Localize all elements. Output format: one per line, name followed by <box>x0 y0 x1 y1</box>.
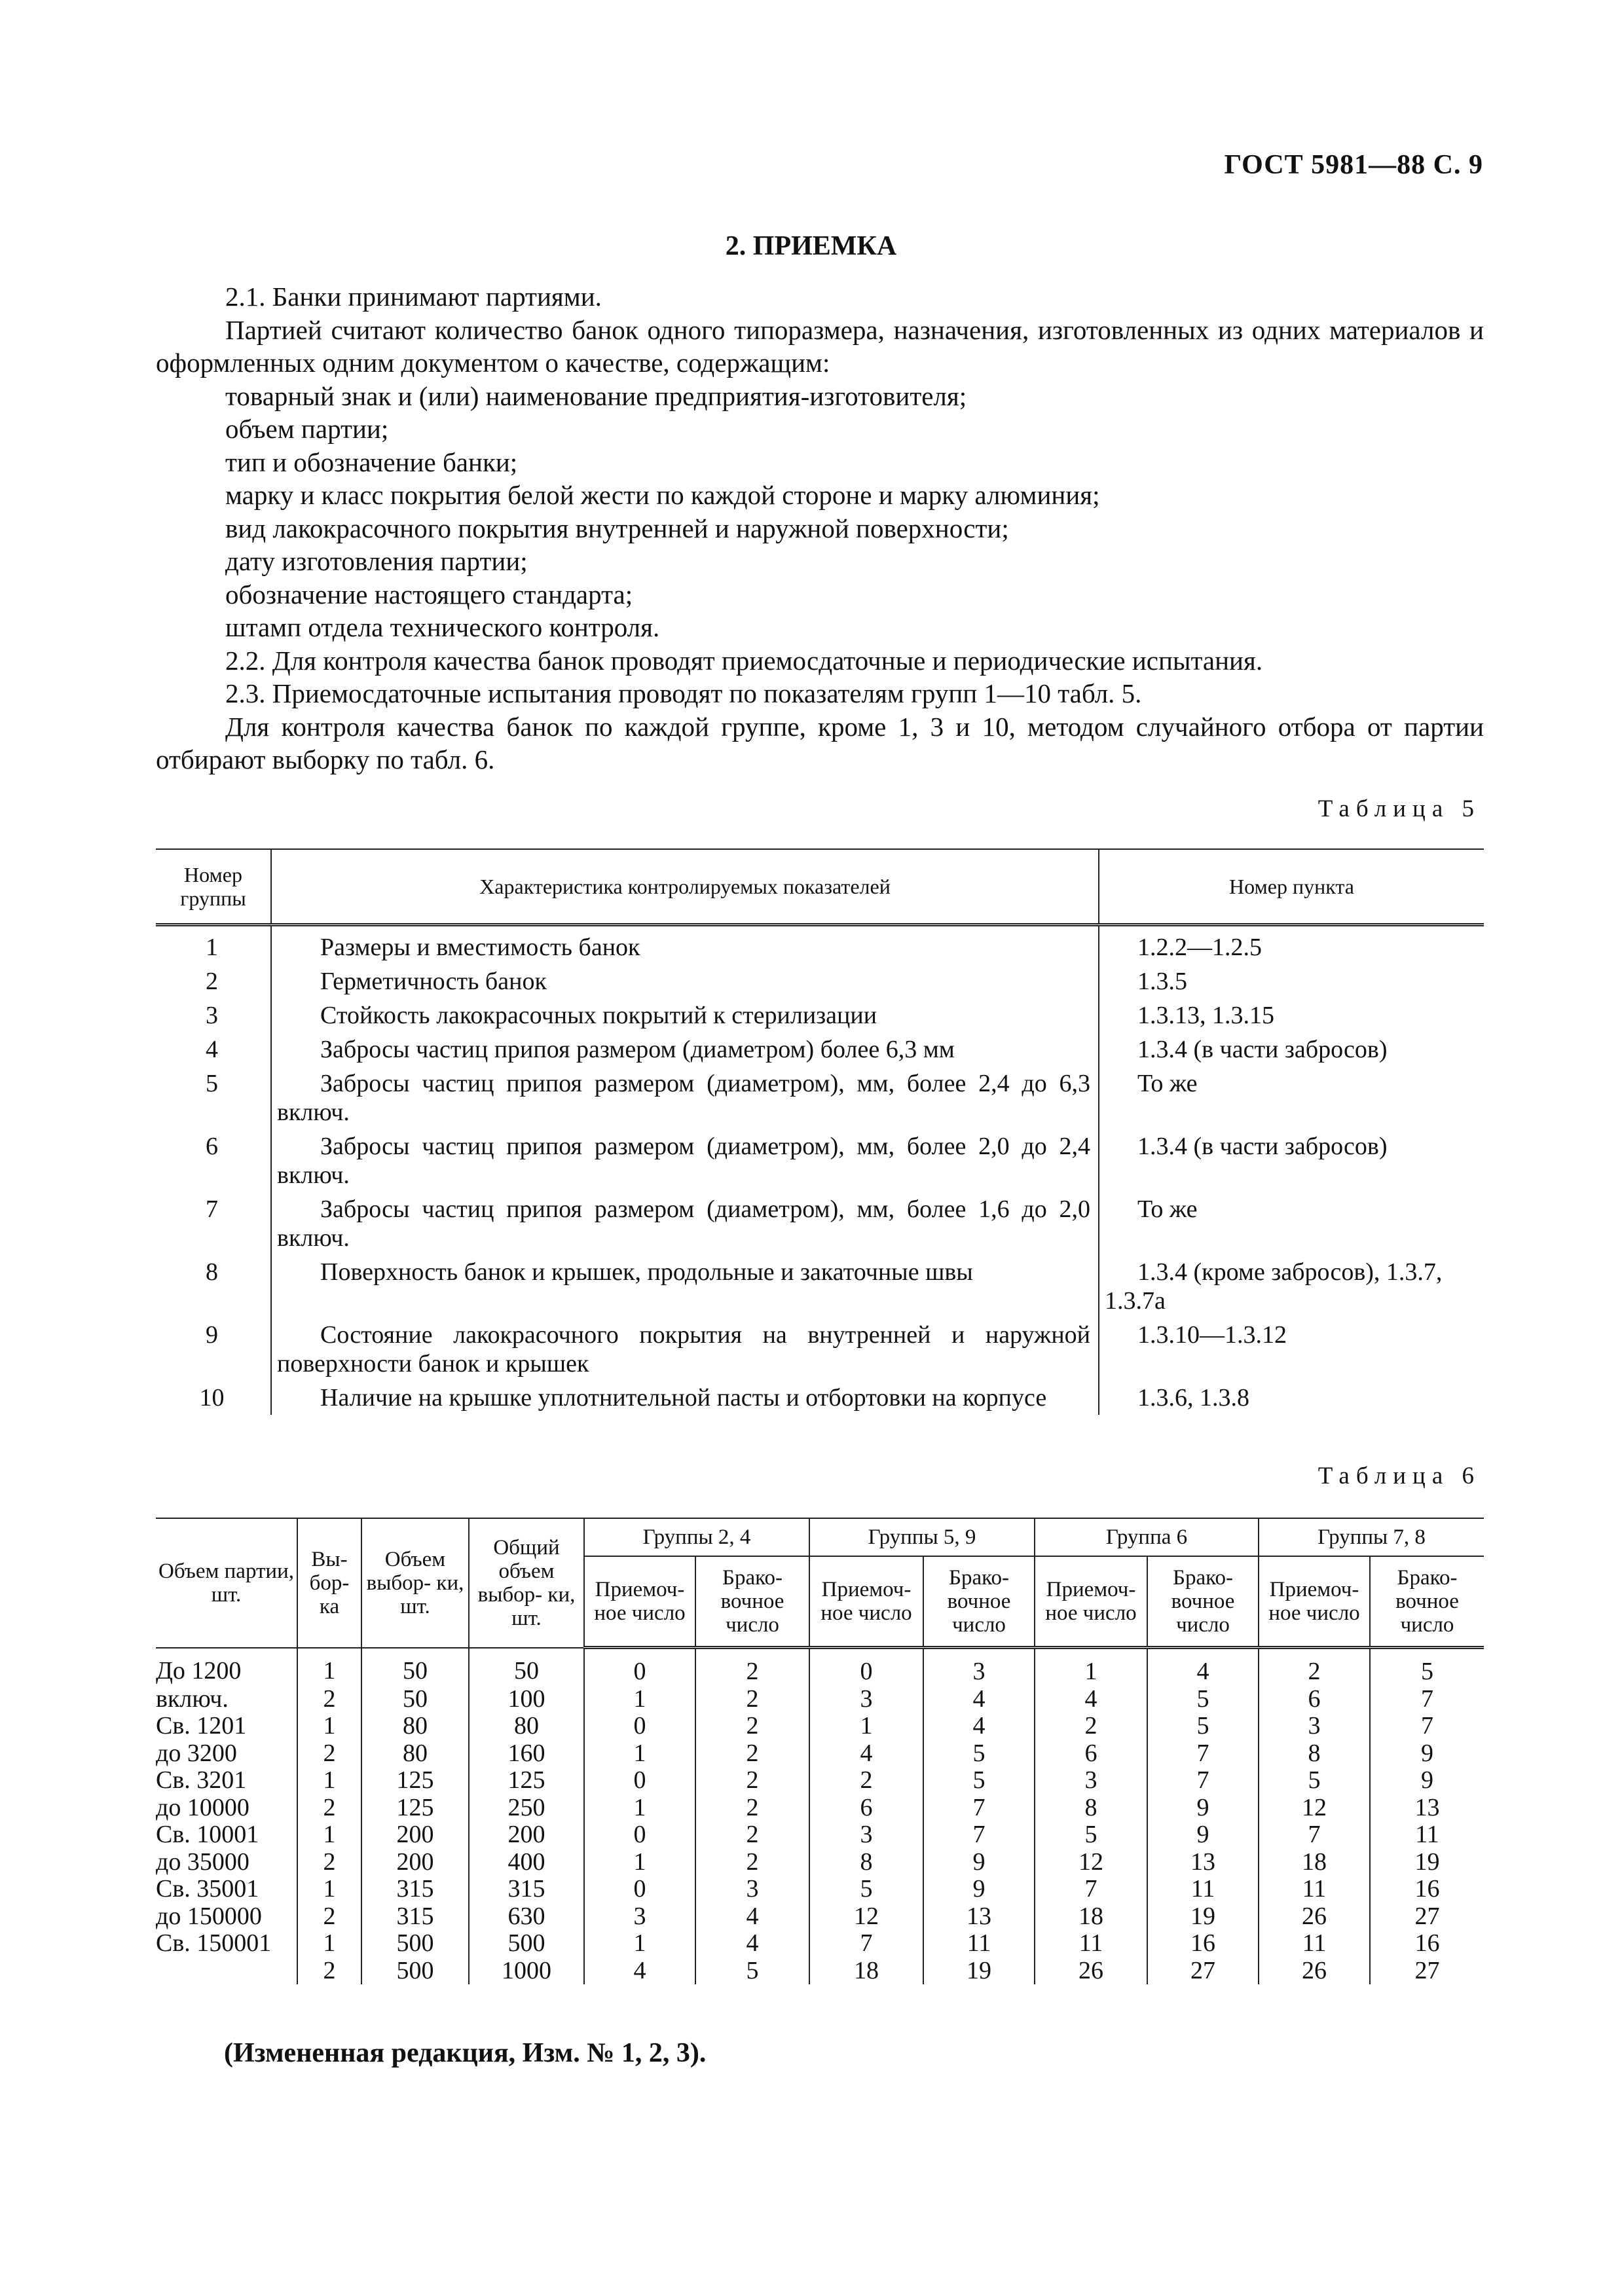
accept-number-cell: 1 <box>584 1795 695 1822</box>
reject-number-cell: 4 <box>695 1930 809 1958</box>
table6-body <box>156 1648 1484 1985</box>
clause-cell <box>1099 1318 1484 1381</box>
clause-cell <box>1099 925 1484 965</box>
lot-size-cell: до 35000 <box>156 1848 249 1876</box>
table6-header-accept: Приемоч- ное число <box>809 1556 923 1648</box>
table-row <box>156 1066 1484 1129</box>
accept-number-cell: 18 <box>809 1958 923 1985</box>
characteristic-text: Поверхность банок и крышек, продольные и закаточные швы <box>320 1258 973 1286</box>
reject-number-cell: 27 <box>1147 1958 1259 1985</box>
sample-size-cell: 50 <box>361 1648 469 1686</box>
table-row <box>156 1713 1484 1740</box>
list-item: объем партии; <box>225 414 389 444</box>
reject-number-cell: 5 <box>923 1740 1035 1768</box>
table-row <box>156 1821 1484 1849</box>
sample-size-cell: 80 <box>361 1740 469 1768</box>
paragraph: 2.1. Банки принимают партиями. <box>225 282 602 312</box>
total-sample-size-cell: 200 <box>469 1821 584 1849</box>
sample-size-cell: 125 <box>361 1767 469 1795</box>
accept-number-cell: 0 <box>584 1713 695 1740</box>
reject-number-cell: 2 <box>695 1713 809 1740</box>
sample-size-cell: 500 <box>361 1930 469 1958</box>
sample-size-cell: 500 <box>361 1958 469 1985</box>
characteristic-cell <box>271 925 1099 965</box>
reject-number-cell: 2 <box>695 1795 809 1822</box>
table-row <box>156 1767 1484 1795</box>
list-item: штамп отдела технического контроля. <box>225 612 660 642</box>
table6-caption: Таблица 6 <box>1318 1463 1481 1489</box>
accept-number-cell: 3 <box>584 1903 695 1931</box>
characteristic-cell <box>271 1192 1099 1255</box>
accept-number-cell: 5 <box>809 1876 923 1903</box>
paragraph: 2.2. Для контроля качества банок проводят приемосдаточные и периодические испытания. <box>225 645 1263 676</box>
sample-number-cell: 2 <box>297 1958 361 1985</box>
accept-number-cell: 3 <box>1259 1713 1370 1740</box>
reject-number-cell: 27 <box>1370 1958 1484 1985</box>
reject-number-cell: 9 <box>1370 1740 1484 1768</box>
accept-number-cell: 2 <box>1259 1648 1370 1686</box>
total-sample-size-cell: 50 <box>469 1648 584 1686</box>
table5-header-group: Номер группы <box>156 849 271 925</box>
total-sample-size-cell: 125 <box>469 1767 584 1795</box>
reject-number-cell: 5 <box>1147 1713 1259 1740</box>
reject-number-cell: 4 <box>923 1713 1035 1740</box>
accept-number-cell: 1 <box>584 1930 695 1958</box>
table6-header-sample-size: Объем выбор- ки, шт. <box>361 1518 469 1648</box>
accept-number-cell: 11 <box>1259 1876 1370 1903</box>
page-header: ГОСТ 5981—88 С. 9 <box>1224 150 1483 180</box>
reject-number-cell: 7 <box>1370 1686 1484 1713</box>
accept-number-cell: 12 <box>1035 1849 1147 1876</box>
lot-size-cell: До 1200 <box>156 1657 242 1685</box>
characteristic-cell <box>271 1066 1099 1129</box>
list-item: марку и класс покрытия белой жести по каждой стороне и марку алюминия; <box>225 480 1100 510</box>
reject-number-cell: 2 <box>695 1767 809 1795</box>
accept-number-cell: 6 <box>1259 1686 1370 1713</box>
total-sample-size-cell: 250 <box>469 1795 584 1822</box>
sample-number-cell: 2 <box>297 1795 361 1822</box>
sample-number-cell: 2 <box>297 1740 361 1768</box>
accept-number-cell: 7 <box>1259 1821 1370 1849</box>
table6-header-lot: Объем партии, шт. <box>156 1518 297 1648</box>
group-number: 2 <box>206 968 218 995</box>
group-number: 7 <box>206 1195 218 1223</box>
reject-number-cell: 7 <box>1147 1740 1259 1768</box>
table-row <box>156 1381 1484 1415</box>
group-number: 6 <box>206 1133 218 1160</box>
table6-header-group: Группы 2, 4 <box>584 1518 809 1556</box>
total-sample-size-cell: 100 <box>469 1686 584 1713</box>
accept-number-cell: 5 <box>1259 1767 1370 1795</box>
accept-number-cell: 1 <box>809 1713 923 1740</box>
reject-number-cell: 5 <box>1147 1686 1259 1713</box>
clause-text: 1.3.10—1.3.12 <box>1137 1321 1287 1349</box>
sample-number-cell: 2 <box>297 1686 361 1713</box>
sample-size-cell: 50 <box>361 1686 469 1713</box>
sample-number-cell: 2 <box>297 1903 361 1931</box>
table6-header-group: Группы 7, 8 <box>1259 1518 1484 1556</box>
accept-number-cell: 0 <box>584 1648 695 1686</box>
body-text <box>156 280 1484 776</box>
table5 <box>156 848 1484 1415</box>
sample-size-cell: 315 <box>361 1903 469 1931</box>
group-number: 5 <box>206 1070 218 1097</box>
table-row <box>156 1740 1484 1768</box>
reject-number-cell: 9 <box>1147 1821 1259 1849</box>
reject-number-cell: 4 <box>695 1903 809 1931</box>
table-row <box>156 1192 1484 1255</box>
accept-number-cell: 7 <box>809 1930 923 1958</box>
lot-size-cell: до 10000 <box>156 1793 249 1821</box>
list-item: товарный знак и (или) наименование предприятия-изготовителя; <box>225 380 967 411</box>
accept-number-cell: 26 <box>1035 1958 1147 1985</box>
characteristic-text: Состояние лакокрасочного покрытия на внутренней и наружной поверхности банок и крышек <box>277 1321 1090 1377</box>
clause-cell <box>1099 1381 1484 1415</box>
reject-number-cell: 7 <box>1370 1713 1484 1740</box>
list-item: обозначение настоящего стандарта; <box>225 579 633 610</box>
clause-text: 1.3.4 (в части забросов) <box>1137 1133 1388 1160</box>
clause-cell <box>1099 964 1484 998</box>
sample-number-cell: 2 <box>297 1849 361 1876</box>
table-row <box>156 1903 1484 1931</box>
characteristic-text: Размеры и вместимость банок <box>320 934 640 961</box>
reject-number-cell: 5 <box>923 1767 1035 1795</box>
group-number: 9 <box>206 1321 218 1349</box>
lot-size-cell: Св. 1201 <box>156 1712 247 1740</box>
accept-number-cell: 3 <box>809 1821 923 1849</box>
accept-number-cell: 5 <box>1035 1821 1147 1849</box>
characteristic-cell <box>271 1129 1099 1192</box>
group-number: 1 <box>206 934 218 961</box>
reject-number-cell: 2 <box>695 1686 809 1713</box>
reject-number-cell: 7 <box>923 1795 1035 1822</box>
reject-number-cell: 9 <box>923 1876 1035 1903</box>
reject-number-cell: 9 <box>1370 1767 1484 1795</box>
table6-header-accept: Приемоч- ное число <box>584 1556 695 1648</box>
table-row <box>156 964 1484 998</box>
reject-number-cell: 13 <box>923 1903 1035 1931</box>
lot-size-cell: Св. 35001 <box>156 1875 259 1903</box>
accept-number-cell: 3 <box>809 1686 923 1713</box>
table5-header-characteristic: Характеристика контролируемых показателей <box>271 849 1099 925</box>
accept-number-cell: 12 <box>1259 1795 1370 1822</box>
group-number: 4 <box>206 1036 218 1063</box>
list-item: тип и обозначение банки; <box>225 446 518 477</box>
table6-header-reject: Брако- вочное число <box>1370 1556 1484 1648</box>
characteristic-text: Забросы частиц припоя размером (диаметром) более 6,3 мм <box>320 1036 955 1063</box>
accept-number-cell: 0 <box>584 1876 695 1903</box>
section-title: 2. ПРИЕМКА <box>725 231 897 261</box>
accept-number-cell: 8 <box>1259 1740 1370 1768</box>
table6-header-group: Группы 5, 9 <box>809 1518 1035 1556</box>
lot-size-cell: до 150000 <box>156 1902 262 1930</box>
reject-number-cell: 11 <box>923 1930 1035 1958</box>
table6-header-sample: Вы- бор- ка <box>297 1518 361 1648</box>
characteristic-text: Стойкость лакокрасочных покрытий к стерилизации <box>320 1002 877 1029</box>
table-row <box>156 1318 1484 1381</box>
table6-header-reject: Брако- вочное число <box>695 1556 809 1648</box>
accept-number-cell: 18 <box>1035 1903 1147 1931</box>
clause-cell <box>1099 998 1484 1032</box>
group-number: 10 <box>199 1384 225 1412</box>
reject-number-cell: 5 <box>1370 1648 1484 1686</box>
reject-number-cell: 13 <box>1147 1849 1259 1876</box>
table6-header-accept: Приемоч- ное число <box>1035 1556 1147 1648</box>
accept-number-cell: 6 <box>809 1795 923 1822</box>
characteristic-cell <box>271 1318 1099 1381</box>
sample-number-cell: 1 <box>297 1821 361 1849</box>
accept-number-cell: 6 <box>1035 1740 1147 1768</box>
accept-number-cell: 1 <box>584 1686 695 1713</box>
accept-number-cell: 0 <box>584 1767 695 1795</box>
paragraph: Для контроля качества банок по каждой группе, кроме 1, 3 и 10, методом случайного отбора от партии отбирают выборку по табл. 6. <box>156 711 1484 774</box>
characteristic-text: Наличие на крышке уплотнительной пасты и отбортовки на корпусе <box>320 1384 1047 1412</box>
table6-header-accept: Приемоч- ное число <box>1259 1556 1370 1648</box>
reject-number-cell: 13 <box>1370 1795 1484 1822</box>
lot-size-cell: включ. <box>156 1685 229 1713</box>
characteristic-cell <box>271 964 1099 998</box>
table-row <box>156 1958 1484 1985</box>
reject-number-cell: 16 <box>1370 1876 1484 1903</box>
table6-header-total: Общий объем выбор- ки, шт. <box>469 1518 584 1648</box>
table5-header-clause: Номер пункта <box>1099 849 1484 925</box>
accept-number-cell: 8 <box>809 1849 923 1876</box>
reject-number-cell: 2 <box>695 1648 809 1686</box>
characteristic-cell <box>271 1032 1099 1066</box>
reject-number-cell: 19 <box>1147 1903 1259 1931</box>
table6 <box>156 1518 1484 1984</box>
characteristic-cell <box>271 1255 1099 1318</box>
accept-number-cell: 1 <box>584 1740 695 1768</box>
group-number: 3 <box>206 1002 218 1029</box>
reject-number-cell: 2 <box>695 1849 809 1876</box>
table-row <box>156 1648 1484 1686</box>
accept-number-cell: 1 <box>1035 1648 1147 1686</box>
reject-number-cell: 27 <box>1370 1903 1484 1931</box>
accept-number-cell: 11 <box>1035 1930 1147 1958</box>
accept-number-cell: 0 <box>809 1648 923 1686</box>
accept-number-cell: 7 <box>1035 1876 1147 1903</box>
clause-text: 1.3.13, 1.3.15 <box>1137 1002 1274 1029</box>
clause-cell <box>1099 1192 1484 1255</box>
characteristic-text: Забросы частиц припоя размером (диаметром), мм, более 1,6 до 2,0 включ. <box>277 1195 1090 1252</box>
reject-number-cell: 3 <box>923 1648 1035 1686</box>
sample-number-cell: 1 <box>297 1648 361 1686</box>
sample-number-cell: 1 <box>297 1767 361 1795</box>
accept-number-cell: 26 <box>1259 1958 1370 1985</box>
list-item: вид лакокрасочного покрытия внутренней и наружной поверхности; <box>225 513 1009 543</box>
accept-number-cell: 11 <box>1259 1930 1370 1958</box>
accept-number-cell: 4 <box>809 1740 923 1768</box>
table-row <box>156 1876 1484 1903</box>
characteristic-text: Забросы частиц припоя размером (диаметром), мм, более 2,0 до 2,4 включ. <box>277 1133 1090 1189</box>
lot-size-cell: Св. 10001 <box>156 1821 259 1848</box>
reject-number-cell: 7 <box>1147 1767 1259 1795</box>
total-sample-size-cell: 500 <box>469 1930 584 1958</box>
sample-size-cell: 125 <box>361 1795 469 1822</box>
table5-body <box>156 925 1484 1415</box>
table-row <box>156 1930 1484 1958</box>
clause-cell <box>1099 1066 1484 1129</box>
clause-text: 1.3.6, 1.3.8 <box>1137 1384 1249 1412</box>
clause-text: 1.3.4 (кроме забросов), 1.3.7, 1.3.7а <box>1105 1258 1443 1315</box>
table6-header-group: Группа 6 <box>1035 1518 1259 1556</box>
lot-size-cell: до 3200 <box>156 1739 237 1767</box>
characteristic-cell <box>271 1381 1099 1415</box>
sample-size-cell: 200 <box>361 1849 469 1876</box>
table-row <box>156 925 1484 965</box>
lot-size-cell <box>156 1958 297 1985</box>
table-row <box>156 1849 1484 1876</box>
clause-cell <box>1099 1255 1484 1318</box>
group-number: 8 <box>206 1258 218 1286</box>
clause-cell <box>1099 1129 1484 1192</box>
clause-text: То же <box>1137 1195 1198 1223</box>
lot-size-cell: Св. 3201 <box>156 1766 247 1794</box>
characteristic-text: Забросы частиц припоя размером (диаметром), мм, более 2,4 до 6,3 включ. <box>277 1070 1090 1126</box>
accept-number-cell: 2 <box>809 1767 923 1795</box>
accept-number-cell: 26 <box>1259 1903 1370 1931</box>
accept-number-cell: 1 <box>584 1849 695 1876</box>
table5-caption: Таблица 5 <box>1318 795 1481 822</box>
table-row <box>156 1686 1484 1713</box>
total-sample-size-cell: 1000 <box>469 1958 584 1985</box>
accept-number-cell: 8 <box>1035 1795 1147 1822</box>
accept-number-cell: 4 <box>584 1958 695 1985</box>
reject-number-cell: 5 <box>695 1958 809 1985</box>
accept-number-cell: 18 <box>1259 1849 1370 1876</box>
reject-number-cell: 11 <box>1370 1821 1484 1849</box>
sample-size-cell: 315 <box>361 1876 469 1903</box>
reject-number-cell: 19 <box>1370 1849 1484 1876</box>
reject-number-cell: 7 <box>923 1821 1035 1849</box>
accept-number-cell: 4 <box>1035 1686 1147 1713</box>
total-sample-size-cell: 315 <box>469 1876 584 1903</box>
sample-size-cell: 80 <box>361 1713 469 1740</box>
accept-number-cell: 3 <box>1035 1767 1147 1795</box>
table6-header-reject: Брако- вочное число <box>923 1556 1035 1648</box>
reject-number-cell: 16 <box>1147 1930 1259 1958</box>
reject-number-cell: 2 <box>695 1740 809 1768</box>
sample-number-cell: 1 <box>297 1713 361 1740</box>
total-sample-size-cell: 400 <box>469 1849 584 1876</box>
clause-text: То же <box>1137 1070 1198 1097</box>
characteristic-cell <box>271 998 1099 1032</box>
clause-cell <box>1099 1032 1484 1066</box>
paragraph: Партией считают количество банок одного типоразмера, назначения, изготовленных из одних материалов и оформленных одним документом о качестве, содержащим: <box>156 314 1484 378</box>
characteristic-text: Герметичность банок <box>320 968 547 995</box>
amendment-note: (Измененная редакция, Изм. № 1, 2, 3). <box>224 2038 707 2068</box>
paragraph: 2.3. Приемосдаточные испытания проводят по показателям групп 1—10 табл. 5. <box>225 678 1142 708</box>
clause-text: 1.2.2—1.2.5 <box>1137 934 1262 961</box>
reject-number-cell: 4 <box>923 1686 1035 1713</box>
table-row <box>156 1032 1484 1066</box>
clause-text: 1.3.4 (в части забросов) <box>1137 1036 1388 1063</box>
list-item: дату изготовления партии; <box>225 546 528 576</box>
reject-number-cell: 19 <box>923 1958 1035 1985</box>
reject-number-cell: 16 <box>1370 1930 1484 1958</box>
accept-number-cell: 2 <box>1035 1713 1147 1740</box>
table-row <box>156 1795 1484 1822</box>
clause-text: 1.3.5 <box>1137 968 1187 995</box>
reject-number-cell: 2 <box>695 1821 809 1849</box>
table6-header-reject: Брако- вочное число <box>1147 1556 1259 1648</box>
sample-number-cell: 1 <box>297 1930 361 1958</box>
table-row <box>156 1255 1484 1318</box>
reject-number-cell: 3 <box>695 1876 809 1903</box>
reject-number-cell: 11 <box>1147 1876 1259 1903</box>
accept-number-cell: 12 <box>809 1903 923 1931</box>
total-sample-size-cell: 160 <box>469 1740 584 1768</box>
reject-number-cell: 9 <box>923 1849 1035 1876</box>
total-sample-size-cell: 80 <box>469 1713 584 1740</box>
accept-number-cell: 0 <box>584 1821 695 1849</box>
lot-size-cell: Св. 150001 <box>156 1929 272 1957</box>
table-row <box>156 1129 1484 1192</box>
reject-number-cell: 4 <box>1147 1648 1259 1686</box>
table-row <box>156 998 1484 1032</box>
sample-number-cell: 1 <box>297 1876 361 1903</box>
sample-size-cell: 200 <box>361 1821 469 1849</box>
total-sample-size-cell: 630 <box>469 1903 584 1931</box>
reject-number-cell: 9 <box>1147 1795 1259 1822</box>
